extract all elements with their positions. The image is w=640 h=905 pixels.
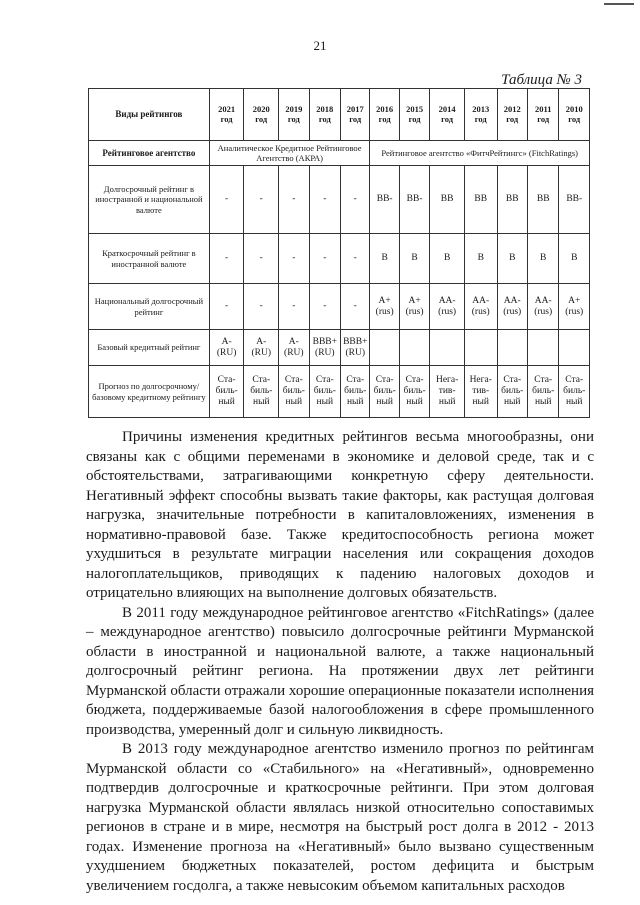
table-row (89, 166, 590, 234)
year-header: 2014 год (430, 89, 465, 141)
rating-cell (399, 330, 429, 366)
rating-cell: Ста- биль- ный (497, 366, 527, 418)
year-header: 2017 год (341, 89, 370, 141)
rating-cell: - (244, 284, 279, 330)
rating-cell: AA- (rus) (464, 284, 497, 330)
year-header: 2018 год (309, 89, 341, 141)
year-header: 2011 год (527, 89, 559, 141)
rating-cell: BB (464, 166, 497, 234)
rating-cell: A+ (rus) (559, 284, 590, 330)
year-header: 2015 год (399, 89, 429, 141)
rating-cell: B (399, 234, 429, 284)
rating-cell: - (341, 234, 370, 284)
rating-cell: Нега- тив- ный (430, 366, 465, 418)
rating-cell: AA- (rus) (527, 284, 559, 330)
paragraph: В 2013 году международное агентство изменило прогноз по рейтингам Мурманской области со «Стабильного» на «Негативный», одновременно подтвердив долгосрочные и краткосрочные рейтинги. При этом долговая нагрузка Мурманской области являлась низкой относительно сопоставимых регионов в стране и в мире, несмотря на быстрый рост долга в 2012 - 2013 годах. Изменение прогноза на «Негативный» было вызвано существенным ухудшением бюджетных показателей, ростом дефицита и быстрым увеличением госдолга, а также невысоким объемом капитальных расходов (86, 741, 594, 894)
year-header: 2019 год (279, 89, 309, 141)
row-label: Национальный долгосрочный рейтинг (89, 284, 210, 330)
body-text (86, 428, 594, 896)
rating-cell: Ста- биль- ный (527, 366, 559, 418)
rating-cell: - (279, 284, 309, 330)
rating-cell: Ста- биль- ный (399, 366, 429, 418)
rating-cell: B (527, 234, 559, 284)
rating-cell (430, 330, 465, 366)
rating-cell: - (279, 166, 309, 234)
agency-akra: Аналитическое Кредитное Рейтинговое Агентство (АКРА) (209, 141, 370, 166)
rating-cell: A+ (rus) (399, 284, 429, 330)
paragraph: В 2011 году международное рейтинговое агентство «FitchRatings» (далее – международное агентство) повысило долгосрочные рейтинги Мурманской области в иностранной и национальной валюте, а также национальный долгосрочный рейтинг региона. На протяжении двух лет рейтинги Мурманской области отражали хорошие операционные показатели исполнения бюджета, поддерживаемые базой налогообложения в сфере промышленного производства, умеренный долг и сильную ликвидность. (86, 604, 594, 738)
rating-cell: AA- (rus) (497, 284, 527, 330)
table-header-row (89, 89, 590, 141)
rating-cell: BBB+ (RU) (309, 330, 341, 366)
table-caption: Таблица № 3 (501, 72, 582, 88)
table-row (89, 366, 590, 418)
year-header: 2010 год (559, 89, 590, 141)
rating-cell: Ста- биль- ный (209, 366, 244, 418)
rating-cell: Ста- биль- ный (341, 366, 370, 418)
year-header: 2016 год (370, 89, 399, 141)
year-header: 2012 год (497, 89, 527, 141)
rating-cell: AA- (rus) (430, 284, 465, 330)
row-label: Долгосрочный рейтинг в иностранной и национальной валюте (89, 166, 210, 234)
rating-cell: A- (RU) (279, 330, 309, 366)
rating-cell: B (370, 234, 399, 284)
rating-cell (497, 330, 527, 366)
rating-cell: - (209, 166, 244, 234)
row-label: Базовый кредитный рейтинг (89, 330, 210, 366)
rating-cell: Ста- биль- ный (244, 366, 279, 418)
rating-cell: Нега- тив- ный (464, 366, 497, 418)
rating-cell: Ста- биль- ный (370, 366, 399, 418)
table-row (89, 330, 590, 366)
rating-cell: - (341, 284, 370, 330)
rating-cell (464, 330, 497, 366)
rating-cell: - (341, 166, 370, 234)
paragraph: Причины изменения кредитных рейтингов весьма многообразны, они связаны как с общими переменами в экономике и деловой среде, так и с обстоятельствами, затрагивающими конкретную сферу деятельности. Негативный эффект способны вызвать такие факторы, как растущая долговая нагрузка, значительные потребности в капиталовложениях, изменения в нормативно-правовой базе. Также кредитоспособность региона может ухудшиться в результате миграции населения или сокращения доходов налогоплательщиков, приводящих к падению налоговых доходов и отрицательно влияющих на выполнение долговых обязательств. (86, 429, 594, 601)
rating-cell: BBB+ (RU) (341, 330, 370, 366)
agency-row (89, 141, 590, 166)
rating-cell: Ста- биль- ный (559, 366, 590, 418)
row-label: Краткосрочный рейтинг в иностранной валюте (89, 234, 210, 284)
rating-cell: B (464, 234, 497, 284)
table-row (89, 234, 590, 284)
rating-cell: BB- (370, 166, 399, 234)
rating-cell: B (559, 234, 590, 284)
rating-cell: - (279, 234, 309, 284)
rating-cell: A- (RU) (244, 330, 279, 366)
rating-cell: A+ (rus) (370, 284, 399, 330)
table-row (89, 284, 590, 330)
rating-cell: B (430, 234, 465, 284)
rating-cell (559, 330, 590, 366)
page-number: 21 (313, 38, 327, 53)
year-header: 2013 год (464, 89, 497, 141)
rating-cell: Ста- биль- ный (309, 366, 341, 418)
row-label: Прогноз по долгосрочному/ базовому кредитному рейтингу (89, 366, 210, 418)
scan-mark (604, 3, 634, 5)
rating-cell: B (497, 234, 527, 284)
year-header: 2021 год (209, 89, 244, 141)
rating-cell: - (244, 234, 279, 284)
rating-cell: - (309, 234, 341, 284)
rating-cell: BB (497, 166, 527, 234)
agency-fitch: Рейтинговое агентство «ФитчРейтингс» (FitchRatings) (370, 141, 590, 166)
corner-header: Виды рейтингов (89, 89, 210, 141)
rating-cell: BB- (559, 166, 590, 234)
rating-cell: A- (RU) (209, 330, 244, 366)
ratings-table (88, 88, 590, 418)
rating-cell: - (209, 234, 244, 284)
rating-cell: BB (527, 166, 559, 234)
rating-cell: - (309, 166, 341, 234)
rating-cell (527, 330, 559, 366)
rating-cell: Ста- биль- ный (279, 366, 309, 418)
rating-cell: BB (430, 166, 465, 234)
rating-cell (370, 330, 399, 366)
agency-label: Рейтинговое агентство (89, 141, 210, 166)
rating-cell: - (244, 166, 279, 234)
year-header: 2020 год (244, 89, 279, 141)
rating-cell: - (309, 284, 341, 330)
rating-cell: - (209, 284, 244, 330)
rating-cell: BB- (399, 166, 429, 234)
